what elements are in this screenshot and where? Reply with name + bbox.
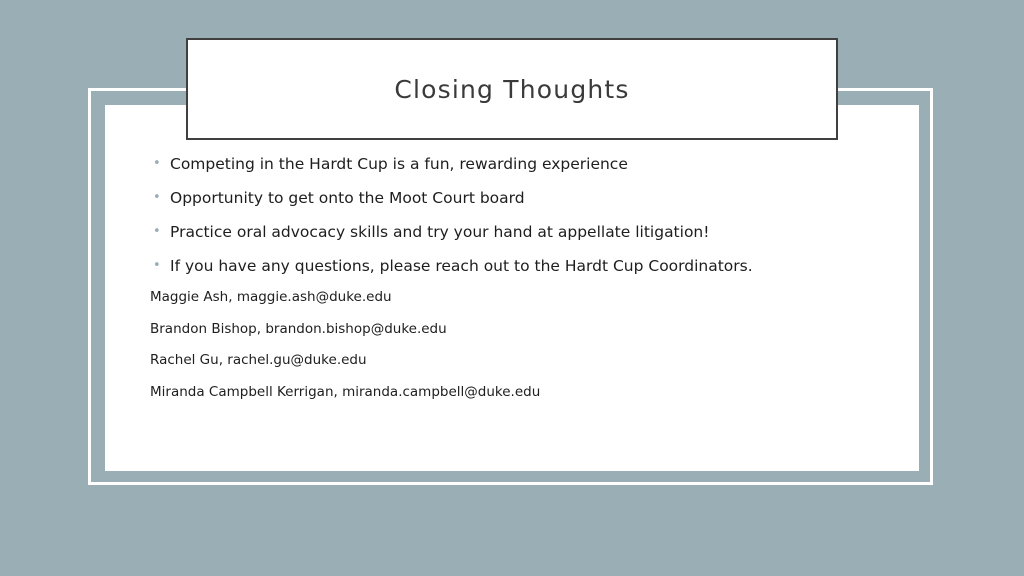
bullet-icon: • — [153, 156, 161, 171]
bullet-text: Competing in the Hardt Cup is a fun, rewarding experience — [170, 155, 628, 173]
bullet-item — [150, 186, 753, 220]
contact-line: Brandon Bishop, brandon.bishop@duke.edu — [150, 320, 447, 337]
bullet-text: Opportunity to get onto the Moot Court board — [170, 189, 525, 207]
bullet-icon: • — [153, 190, 161, 205]
contact-line: Rachel Gu, rachel.gu@duke.edu — [150, 352, 367, 368]
bullet-text: If you have any questions, please reach out to the Hardt Cup Coordinators. — [170, 257, 753, 275]
bullet-item — [150, 254, 753, 288]
slide-title: Closing Thoughts — [394, 74, 630, 104]
bullet-list — [150, 152, 753, 288]
title-box — [186, 38, 838, 140]
contact-line: Miranda Campbell Kerrigan, miranda.campbell@duke.edu — [150, 383, 541, 400]
bullet-icon: • — [153, 224, 161, 239]
bullet-icon: • — [153, 258, 161, 273]
coordinator-contacts — [150, 286, 540, 412]
bullet-text: Practice oral advocacy skills and try your hand at appellate litigation! — [170, 223, 710, 241]
contact-line: Maggie Ash, maggie.ash@duke.edu — [150, 289, 392, 305]
bullet-item — [150, 220, 753, 254]
bullet-item — [150, 152, 753, 186]
